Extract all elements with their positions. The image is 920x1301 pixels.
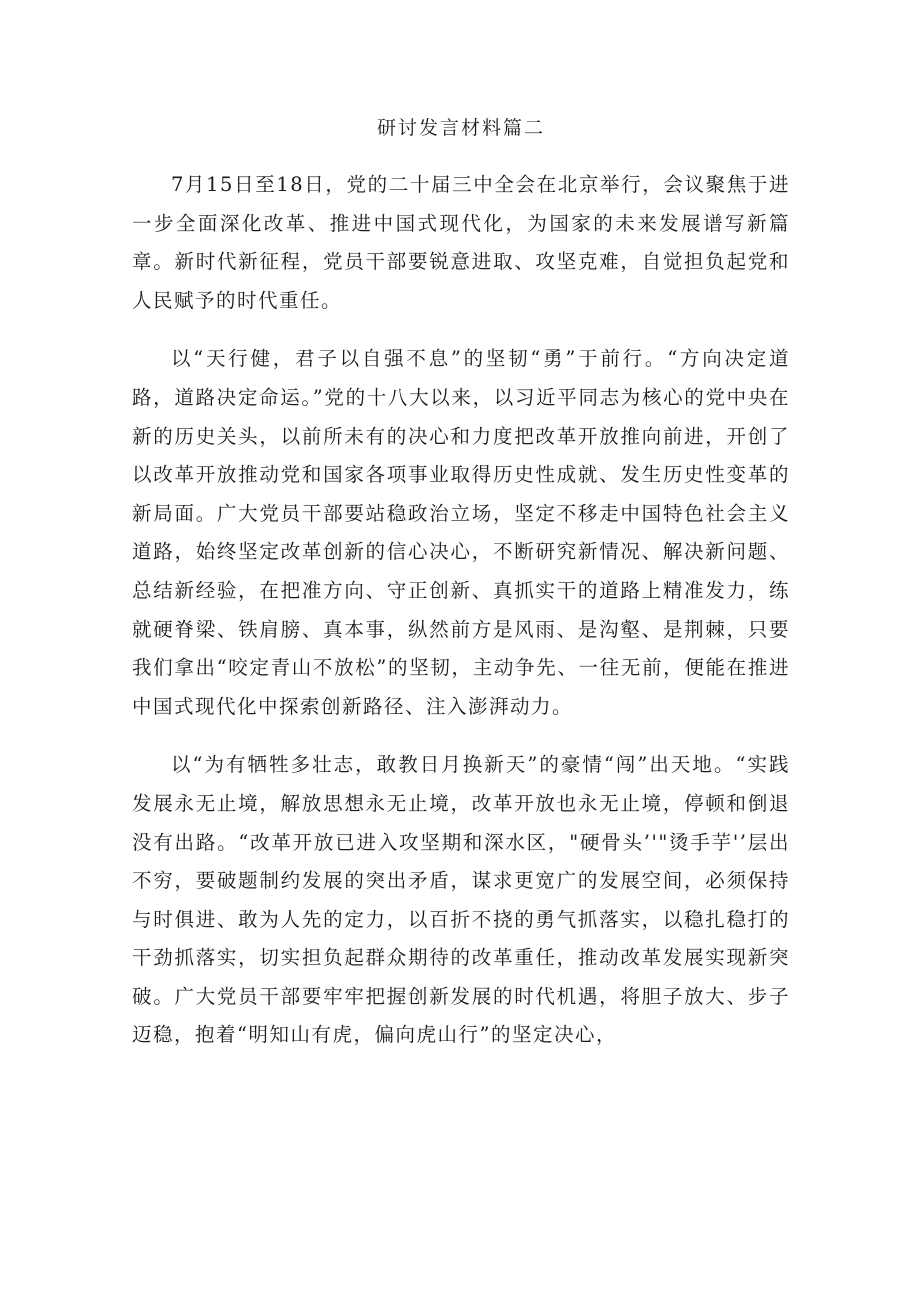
paragraph-2: 以“天行健，君子以自强不息”的坚韧“勇”于前行。“方向决定道路，道路决定命运。”党的十八大以来，以习近平同志为核心的党中央在新的历史关头，以前所未有的决心和力度把改革开放推向前进，开创了以改革开放推动党和国家各项事业取得历史性成就、发生历史性变革的新局面。广大党员干部要站稳政治立场，坚定不移走中国特色社会主义道路，始终坚定改革创新的信心决心，不断研究新情况、解决新问题、总结新经验，在把准方向、守正创新、真抓实干的道路上精准发力，练就硬脊梁、铁肩膀、真本事，纵然前方是风雨、是沟壑、是荆棘，只要我们拿出“咬定青山不放松”的坚韧，主动争先、一往无前，便能在推进中国式现代化中探索创新路径、注入澎湃动力。: [132, 347, 790, 718]
document-title: 研讨发言材料篇二: [376, 117, 545, 139]
paragraph-1: 7月15日至18日，党的二十届三中全会在北京举行，会议聚焦于进一步全面深化改革、推进中国式现代化，为国家的未来发展谱写新篇章。新时代新征程，党员干部要锐意进取、攻坚克难，自觉担负起党和人民赋予的时代重任。: [132, 173, 790, 312]
paragraph-3: 以“为有牺牲多壮志，敢教日月换新天”的豪情“闯”出天地。“实践发展永无止境，解放思想永无止境，改革开放也永无止境，停顿和倒退没有出路。“改革开放已进入攻坚期和深水区，"硬骨头’'"烫手芋'’层出不穷，要破题制约发展的突出矛盾，谋求更宽广的发展空间，必须保持与时俱进、敢为人先的定力，以百折不挠的勇气抓落实，以稳扎稳打的干劲抓落实，切实担负起群众期待的改革重任，推动改革发展实现新突破。广大党员干部要牢牢把握创新发展的时代机遇，将胆子放大、步子迈稳，抱着“明知山有虎，偏向虎山行”的坚定决心，: [132, 753, 790, 1047]
